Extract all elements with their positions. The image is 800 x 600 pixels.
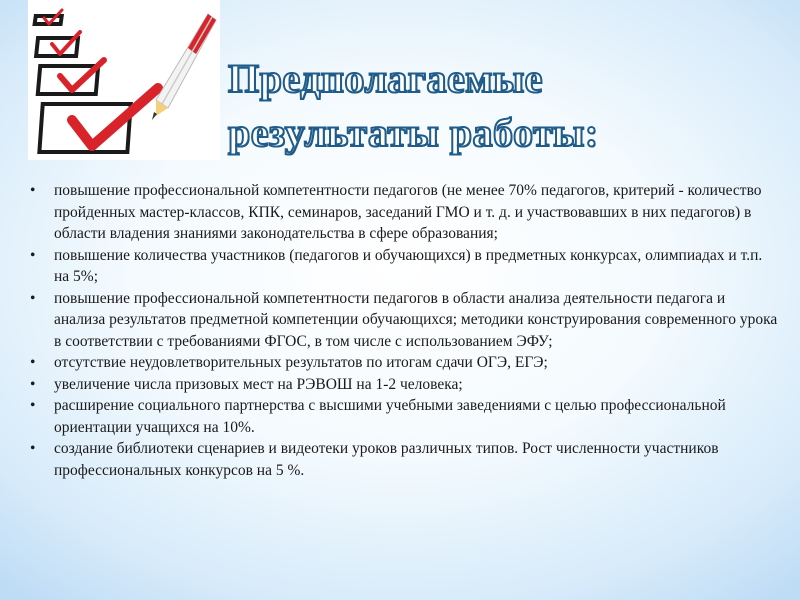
bullet-text: создание библиотеки сценариев и видеотеки уроков различных типов. Рост численности участников профессиональных конкурсов на 5 %. — [54, 440, 719, 479]
bullet-text: увеличение числа призовых мест на РЭВОШ на 1-2 человека; — [54, 375, 463, 393]
bullet-marker: • — [30, 397, 36, 414]
checklist-illustration — [28, 0, 220, 160]
bullet-item — [18, 245, 778, 288]
bullet-item — [18, 180, 778, 245]
bullet-item — [18, 395, 778, 438]
bullet-text: повышение профессиональной компетентности педагогов (не менее 70% педагогов, критерий - количество пройденных мастер-классов, КПК, семинаров, заседаний ГМО и т. д. и участвовавших в них педагогов) в области владения знаниями законодательства в сфере образования; — [54, 182, 762, 242]
bullet-marker: • — [30, 182, 36, 199]
bullet-text: расширение социального партнерства с высшими учебными заведениями с целью профессиональной ориентации учащихся на 10%. — [54, 397, 726, 436]
bullet-marker: • — [30, 375, 36, 393]
bullet-text: повышение профессиональной компетентности педагогов в области анализа деятельности педагога и анализа результатов предметной компетенции обучающихся; методики конструирования современного урока в соответствии с требованиями ФГОС, в том числе с использованием ЭФУ; — [54, 289, 778, 350]
slide-title — [228, 52, 768, 160]
bullet-marker: • — [30, 354, 36, 371]
results-bullet-list — [18, 180, 778, 481]
slide-title-line-2: результаты работы: — [228, 110, 599, 155]
bullet-item — [18, 438, 778, 481]
bullet-item — [18, 374, 778, 396]
checklist-with-pencil-icon — [28, 0, 220, 160]
bullet-marker: • — [30, 440, 36, 457]
bullet-marker: • — [30, 246, 36, 264]
bullet-marker: • — [30, 289, 36, 307]
bullet-text: повышение количества участников (педагогов и обучающихся) в предметных конкурсах, олимпиадах и т.п. на 5%; — [54, 246, 763, 285]
slide-title-line-1: Предполагаемые — [228, 56, 543, 101]
bullet-item — [18, 288, 778, 353]
bullet-text: отсутствие неудовлетворительных результатов по итогам сдачи ОГЭ, ЕГЭ; — [54, 354, 548, 371]
bullet-item — [18, 352, 778, 374]
